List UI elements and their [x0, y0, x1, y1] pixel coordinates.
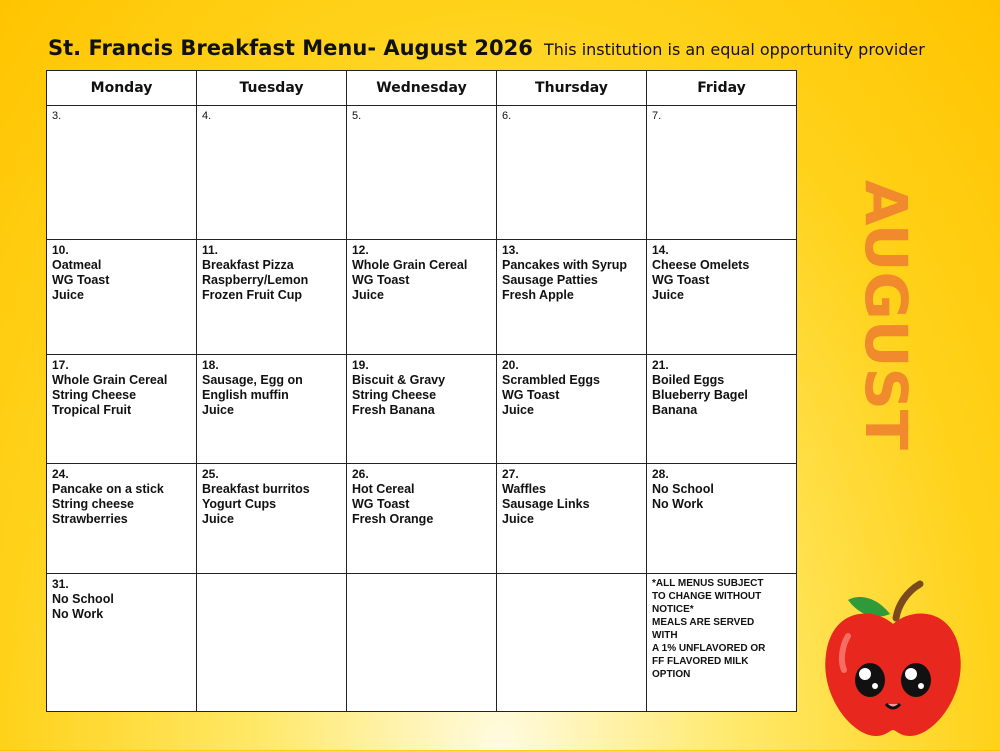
menu-item: Hot Cereal — [352, 482, 415, 497]
day-cell — [197, 354, 347, 464]
day-number: 19. — [352, 357, 369, 372]
week-row — [47, 574, 797, 712]
note-line: A 1% UNFLAVORED OR — [652, 643, 766, 655]
note-line: FF FLAVORED MILK — [652, 656, 749, 668]
menu-item: Raspberry/Lemon — [202, 272, 309, 287]
weekday-header: Monday — [47, 71, 197, 106]
day-number: 4. — [202, 110, 212, 122]
menu-item: Blueberry Bagel — [652, 387, 748, 402]
menu-item: Waffles — [502, 482, 546, 497]
day-number: 12. — [352, 242, 369, 257]
menu-item: Pancake on a stick — [52, 482, 164, 497]
day-number: 25. — [202, 467, 219, 482]
menu-disclaimer-note — [652, 577, 791, 681]
menu-item: Fresh Apple — [502, 287, 574, 302]
week-row — [47, 239, 797, 354]
day-number: 28. — [652, 467, 669, 482]
menu-item: String Cheese — [52, 387, 137, 402]
day-cell — [47, 106, 197, 240]
day-number: 17. — [52, 357, 69, 372]
menu-item: WG Toast — [502, 387, 560, 402]
note-line: OPTION — [652, 669, 691, 681]
day-cell — [47, 354, 197, 464]
day-cell — [197, 464, 347, 574]
menu-item: WG Toast — [352, 497, 410, 512]
menu-item: Fresh Orange — [352, 512, 434, 527]
day-cell — [497, 106, 647, 240]
day-cell — [647, 464, 797, 574]
day-cell — [347, 239, 497, 354]
weekday-header: Friday — [647, 71, 797, 106]
day-number: 26. — [352, 467, 369, 482]
august-vertical-text: AUGUST — [852, 180, 920, 447]
menu-item: Fresh Banana — [352, 402, 435, 417]
menu-item: Scrambled Eggs — [502, 372, 600, 387]
menu-item: Juice — [352, 287, 384, 302]
menu-item: Cheese Omelets — [652, 257, 750, 272]
apple-mascot-icon — [818, 576, 968, 746]
menu-item: Juice — [52, 287, 84, 302]
menu-item: Sausage Links — [502, 497, 590, 512]
menu-item: String Cheese — [352, 387, 437, 402]
menu-item: Sausage, Egg on — [202, 372, 303, 387]
menu-item: No Work — [652, 497, 704, 512]
menu-item: Breakfast burritos — [202, 482, 310, 497]
menu-item: Whole Grain Cereal — [352, 257, 468, 272]
menu-item: No School — [652, 482, 714, 497]
month-side-label — [852, 178, 924, 458]
day-cell — [647, 239, 797, 354]
day-cell — [197, 239, 347, 354]
weekday-header: Tuesday — [197, 71, 347, 106]
note-line: *ALL MENUS SUBJECT — [652, 578, 764, 590]
day-number: 31. — [52, 577, 69, 592]
day-cell — [197, 574, 347, 712]
weekday-header: Thursday — [497, 71, 647, 106]
week-row — [47, 354, 797, 464]
menu-item: Juice — [652, 287, 684, 302]
day-cell — [347, 354, 497, 464]
menu-item: String cheese — [52, 497, 134, 512]
day-cell — [47, 464, 197, 574]
note-line: WITH — [652, 630, 678, 642]
menu-item: No Work — [52, 607, 104, 622]
week-row — [47, 106, 797, 240]
day-cell — [197, 106, 347, 240]
menu-item: Oatmeal — [52, 257, 102, 272]
day-number: 13. — [502, 242, 519, 257]
menu-item: Biscuit & Gravy — [352, 372, 446, 387]
menu-item: Juice — [502, 512, 534, 527]
day-number: 10. — [52, 242, 69, 257]
menu-item: Juice — [202, 402, 234, 417]
menu-item: English muffin — [202, 387, 289, 402]
note-line: MEALS ARE SERVED — [652, 617, 755, 629]
day-cell — [497, 239, 647, 354]
note-line: NOTICE* — [652, 604, 694, 616]
menu-item: Banana — [652, 402, 698, 417]
menu-calendar — [46, 70, 797, 712]
menu-item: Breakfast Pizza — [202, 257, 294, 272]
day-number: 24. — [52, 467, 69, 482]
menu-item: Juice — [202, 512, 234, 527]
day-cell — [497, 354, 647, 464]
day-cell — [347, 106, 497, 240]
menu-item: WG Toast — [52, 272, 110, 287]
menu-item: Frozen Fruit Cup — [202, 287, 302, 302]
day-cell — [647, 106, 797, 240]
day-cell — [497, 574, 647, 712]
day-cell — [47, 574, 197, 712]
page-title — [48, 36, 925, 60]
day-number: 11. — [202, 242, 219, 257]
day-number: 20. — [502, 357, 519, 372]
day-cell — [347, 464, 497, 574]
day-cell — [47, 239, 197, 354]
day-number: 6. — [502, 110, 512, 122]
day-number: 14. — [652, 242, 669, 257]
menu-item: Yogurt Cups — [202, 497, 277, 512]
day-number: 5. — [352, 110, 362, 122]
weekday-header-row — [47, 71, 797, 106]
menu-item: Juice — [502, 402, 534, 417]
note-line: TO CHANGE WITHOUT — [652, 591, 762, 603]
day-cell — [647, 354, 797, 464]
day-number: 18. — [202, 357, 219, 372]
menu-item: Boiled Eggs — [652, 372, 725, 387]
day-cell — [497, 464, 647, 574]
provider-statement: This institution is an equal opportunity provider — [543, 40, 925, 59]
day-cell — [347, 574, 497, 712]
day-cell — [647, 574, 797, 712]
day-number: 27. — [502, 467, 519, 482]
menu-item: WG Toast — [652, 272, 710, 287]
day-number: 7. — [652, 110, 662, 122]
day-number: 21. — [652, 357, 669, 372]
menu-title: St. Francis Breakfast Menu- August 2026 — [48, 36, 533, 60]
menu-item: Sausage Patties — [502, 272, 598, 287]
menu-item: Tropical Fruit — [52, 402, 132, 417]
menu-item: Whole Grain Cereal — [52, 372, 168, 387]
week-row — [47, 464, 797, 574]
menu-item: Strawberries — [52, 512, 128, 527]
menu-item: No School — [52, 592, 114, 607]
menu-item: WG Toast — [352, 272, 410, 287]
weekday-header: Wednesday — [347, 71, 497, 106]
menu-item: Pancakes with Syrup — [502, 257, 628, 272]
day-number: 3. — [52, 110, 62, 122]
